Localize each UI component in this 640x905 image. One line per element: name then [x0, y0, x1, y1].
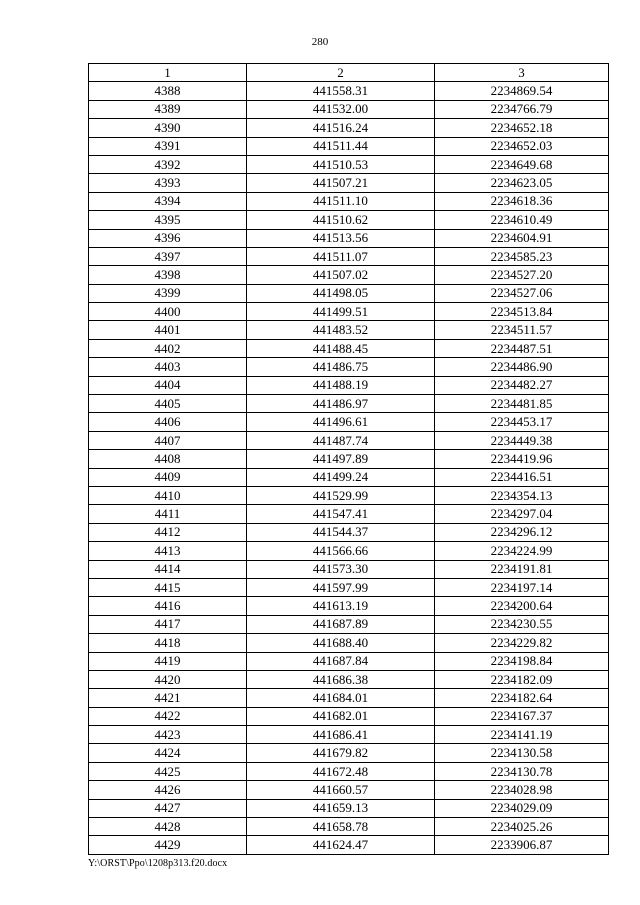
table-cell: 4412	[89, 523, 247, 541]
table-cell: 4419	[89, 652, 247, 670]
table-row	[89, 818, 609, 836]
table-cell: 2234141.19	[435, 726, 609, 744]
table-cell: 4428	[89, 818, 247, 836]
table-cell: 4418	[89, 634, 247, 652]
table-cell: 441672.48	[247, 762, 435, 780]
column-header-2: 2	[247, 64, 435, 82]
table-cell: 441513.56	[247, 229, 435, 247]
table-cell: 441544.37	[247, 523, 435, 541]
table-cell: 2234481.85	[435, 395, 609, 413]
table-cell: 4399	[89, 284, 247, 302]
table-cell: 441483.52	[247, 321, 435, 339]
table-cell: 2234449.38	[435, 431, 609, 449]
table-cell: 441497.89	[247, 450, 435, 468]
table-row	[89, 303, 609, 321]
table-cell: 4405	[89, 395, 247, 413]
table-cell: 2234416.51	[435, 468, 609, 486]
table-cell: 441511.44	[247, 137, 435, 155]
table-cell: 2234167.37	[435, 707, 609, 725]
table-cell: 2234511.57	[435, 321, 609, 339]
table-cell: 2234482.27	[435, 376, 609, 394]
coordinates-table	[88, 63, 609, 855]
table-cell: 441660.57	[247, 781, 435, 799]
table-row	[89, 339, 609, 357]
table-cell: 4414	[89, 560, 247, 578]
table-row	[89, 211, 609, 229]
table-cell: 441507.21	[247, 174, 435, 192]
table-cell: 2234354.13	[435, 486, 609, 504]
table-cell: 2234419.96	[435, 450, 609, 468]
table-header-row	[89, 64, 609, 82]
table-row	[89, 578, 609, 596]
table-row	[89, 762, 609, 780]
table-cell: 2234649.68	[435, 155, 609, 173]
table-cell: 4398	[89, 266, 247, 284]
table-cell: 441532.00	[247, 100, 435, 118]
table-row	[89, 634, 609, 652]
table-cell: 441499.24	[247, 468, 435, 486]
table-cell: 441687.89	[247, 615, 435, 633]
table-row	[89, 247, 609, 265]
table-row	[89, 119, 609, 137]
table-row	[89, 229, 609, 247]
table-cell: 2234527.06	[435, 284, 609, 302]
table-cell: 2234527.20	[435, 266, 609, 284]
table-cell: 2234182.09	[435, 670, 609, 688]
table-cell: 441547.41	[247, 505, 435, 523]
table-cell: 2234224.99	[435, 542, 609, 560]
table-cell: 2234486.90	[435, 358, 609, 376]
table-cell: 441687.84	[247, 652, 435, 670]
table-cell: 4423	[89, 726, 247, 744]
table-row	[89, 799, 609, 817]
table-cell: 2234191.81	[435, 560, 609, 578]
table-cell: 2234604.91	[435, 229, 609, 247]
table-cell: 2234198.84	[435, 652, 609, 670]
table-cell: 441573.30	[247, 560, 435, 578]
column-header-3: 3	[435, 64, 609, 82]
table-cell: 4427	[89, 799, 247, 817]
table-row	[89, 266, 609, 284]
table-cell: 2234028.98	[435, 781, 609, 799]
table-cell: 4402	[89, 339, 247, 357]
table-row	[89, 836, 609, 854]
table-cell: 441516.24	[247, 119, 435, 137]
column-header-1: 1	[89, 64, 247, 82]
table-cell: 4401	[89, 321, 247, 339]
table-cell: 441529.99	[247, 486, 435, 504]
table-cell: 441688.40	[247, 634, 435, 652]
table-row	[89, 670, 609, 688]
table-cell: 4415	[89, 578, 247, 596]
table-cell: 4397	[89, 247, 247, 265]
table-cell: 4410	[89, 486, 247, 504]
table-cell: 441486.75	[247, 358, 435, 376]
table-cell: 441511.10	[247, 192, 435, 210]
table-row	[89, 82, 609, 100]
table-cell: 441558.31	[247, 82, 435, 100]
table-cell: 441566.66	[247, 542, 435, 560]
table-cell: 4409	[89, 468, 247, 486]
table-cell: 4420	[89, 670, 247, 688]
table-cell: 441499.51	[247, 303, 435, 321]
table-cell: 441507.02	[247, 266, 435, 284]
table-cell: 441488.45	[247, 339, 435, 357]
table-row	[89, 450, 609, 468]
table-row	[89, 358, 609, 376]
table-cell: 441659.13	[247, 799, 435, 817]
table-row	[89, 468, 609, 486]
table-cell: 441682.01	[247, 707, 435, 725]
table-cell: 2234230.55	[435, 615, 609, 633]
table-row	[89, 395, 609, 413]
table-cell: 441624.47	[247, 836, 435, 854]
table-cell: 2234025.26	[435, 818, 609, 836]
table-cell: 4421	[89, 689, 247, 707]
table-cell: 4417	[89, 615, 247, 633]
table-cell: 441597.99	[247, 578, 435, 596]
table-cell: 441510.62	[247, 211, 435, 229]
table-row	[89, 652, 609, 670]
table-row	[89, 137, 609, 155]
table-cell: 2234652.18	[435, 119, 609, 137]
table-cell: 4407	[89, 431, 247, 449]
table-row	[89, 542, 609, 560]
table-cell: 4393	[89, 174, 247, 192]
table-cell: 2234182.64	[435, 689, 609, 707]
table-cell: 4406	[89, 413, 247, 431]
table-row	[89, 560, 609, 578]
table-cell: 4416	[89, 597, 247, 615]
table-cell: 2234453.17	[435, 413, 609, 431]
table-row	[89, 505, 609, 523]
table-cell: 4390	[89, 119, 247, 137]
table-cell: 4411	[89, 505, 247, 523]
table-row	[89, 597, 609, 615]
table-cell: 2234623.05	[435, 174, 609, 192]
table-cell: 441498.05	[247, 284, 435, 302]
table-row	[89, 781, 609, 799]
table-cell: 4424	[89, 744, 247, 762]
table-cell: 4400	[89, 303, 247, 321]
table-cell: 2234610.49	[435, 211, 609, 229]
table-body	[89, 82, 609, 854]
table-row	[89, 689, 609, 707]
table-cell: 4392	[89, 155, 247, 173]
table-row	[89, 321, 609, 339]
table-row	[89, 523, 609, 541]
table-cell: 2234296.12	[435, 523, 609, 541]
table-cell: 4389	[89, 100, 247, 118]
table-row	[89, 284, 609, 302]
table-cell: 4395	[89, 211, 247, 229]
table-cell: 2234029.09	[435, 799, 609, 817]
table-cell: 2234229.82	[435, 634, 609, 652]
table-row	[89, 413, 609, 431]
table-cell: 441487.74	[247, 431, 435, 449]
table-cell: 441679.82	[247, 744, 435, 762]
table-cell: 2234130.78	[435, 762, 609, 780]
table-row	[89, 192, 609, 210]
table-cell: 4394	[89, 192, 247, 210]
table-cell: 4404	[89, 376, 247, 394]
table-cell: 2234869.54	[435, 82, 609, 100]
table-cell: 2234652.03	[435, 137, 609, 155]
table-row	[89, 707, 609, 725]
table-cell: 4422	[89, 707, 247, 725]
table-cell: 2233906.87	[435, 836, 609, 854]
table-cell: 441486.97	[247, 395, 435, 413]
table-cell: 441510.53	[247, 155, 435, 173]
table-cell: 4408	[89, 450, 247, 468]
table-cell: 4403	[89, 358, 247, 376]
table-row	[89, 155, 609, 173]
table-cell: 441684.01	[247, 689, 435, 707]
table-cell: 4391	[89, 137, 247, 155]
table-cell: 441496.61	[247, 413, 435, 431]
table-cell: 2234766.79	[435, 100, 609, 118]
table-cell: 2234297.04	[435, 505, 609, 523]
table-row	[89, 744, 609, 762]
table-cell: 2234585.23	[435, 247, 609, 265]
table-cell: 2234130.58	[435, 744, 609, 762]
table-cell: 441511.07	[247, 247, 435, 265]
table-row	[89, 486, 609, 504]
table-row	[89, 376, 609, 394]
table-row	[89, 726, 609, 744]
table-cell: 441658.78	[247, 818, 435, 836]
footer-file-path: Y:\ORST\Ppo\1208p313.f20.docx	[88, 858, 228, 869]
table-cell: 2234200.64	[435, 597, 609, 615]
table-cell: 4429	[89, 836, 247, 854]
table-row	[89, 615, 609, 633]
table-cell: 2234487.51	[435, 339, 609, 357]
table-cell: 4413	[89, 542, 247, 560]
table-cell: 4426	[89, 781, 247, 799]
table-cell: 441488.19	[247, 376, 435, 394]
table-cell: 2234513.84	[435, 303, 609, 321]
table-cell: 441686.41	[247, 726, 435, 744]
page-number: 280	[311, 36, 329, 48]
table-row	[89, 100, 609, 118]
table-cell: 441686.38	[247, 670, 435, 688]
table-cell: 4396	[89, 229, 247, 247]
table-row	[89, 174, 609, 192]
table-cell: 2234618.36	[435, 192, 609, 210]
table-cell: 4388	[89, 82, 247, 100]
table-row	[89, 431, 609, 449]
table-cell: 441613.19	[247, 597, 435, 615]
table-cell: 4425	[89, 762, 247, 780]
table-cell: 2234197.14	[435, 578, 609, 596]
